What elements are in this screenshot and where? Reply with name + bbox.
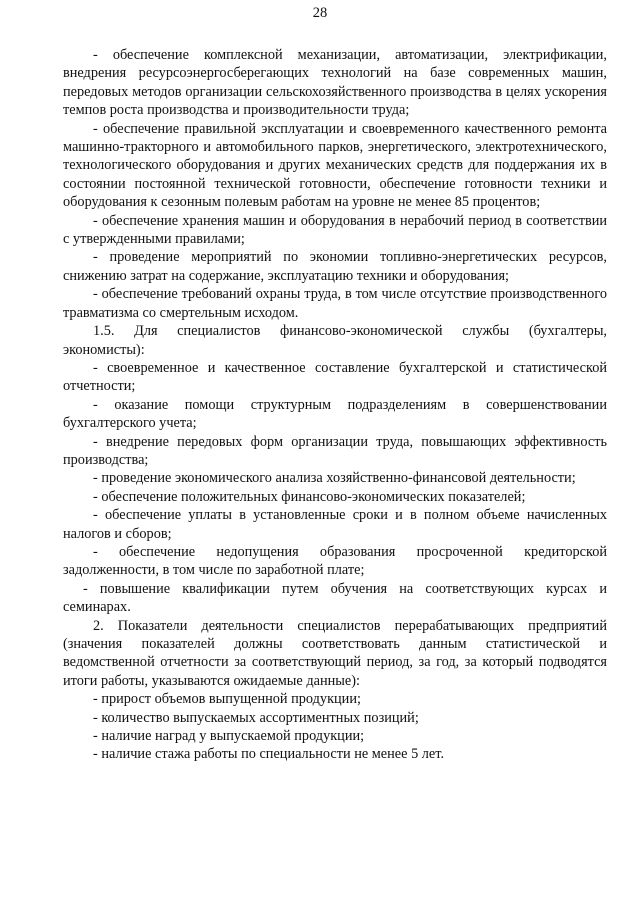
paragraph: - обеспечение недопущения образования просроченной кредиторской задолженности, в том числе по заработной плате; — [63, 543, 607, 579]
paragraph: - прирост объемов выпущенной продукции; — [93, 691, 361, 708]
paragraph: - обеспечение уплаты в установленные сроки и в полном объеме начисленных налогов и сборов; — [63, 507, 607, 542]
page-number: 28 — [312, 5, 328, 21]
section-heading: 2. Показатели деятельности специалистов перерабатывающих предприятий (значения показателей должны соответствовать данным статистической и ведомственной отчетности за соответствующий период, за год, за который подводятся итоги работы, указываются ожидаемые данные): — [63, 617, 607, 689]
paragraph: - наличие наград у выпускаемой продукции; — [93, 728, 365, 745]
paragraph: - обеспечение положительных финансово-экономических показателей; — [93, 488, 526, 505]
paragraph: - обеспечение требований охраны труда, в том числе отсутствие производственного травматизма со смертельным исходом. — [63, 286, 607, 321]
paragraph: - обеспечение комплексной механизации, автоматизации, электрификации, внедрения ресурсоэнергосберегающих технологий на базе современных машин, передовых методов организации сельскохозяйственного производства в целях ускорения темпов роста производства и производительности труда; — [63, 47, 607, 119]
paragraph: - количество выпускаемых ассортиментных позиций; — [93, 709, 419, 726]
paragraph: - проведение мероприятий по экономии топливно-энергетических ресурсов, снижению затрат на содержание, эксплуатацию техники и оборудования; — [63, 249, 607, 284]
section-heading: 1.5. Для специалистов финансово-экономической службы (бухгалтеры, экономисты): — [63, 323, 607, 358]
paragraph: - обеспечение хранения машин и оборудования в нерабочий период в соответствии с утвержденными правилами; — [63, 212, 607, 248]
paragraph: - наличие стажа работы по специальности не менее 5 лет. — [93, 746, 445, 763]
document-body — [63, 46, 607, 764]
paragraph: - внедрение передовых форм организации труда, повышающих эффективность производства; — [63, 433, 607, 468]
paragraph: - проведение экономического анализа хозяйственно-финансовой деятельности; — [93, 470, 576, 487]
paragraph: - оказание помощи структурным подразделениям в совершенствовании бухгалтерского учета; — [63, 396, 607, 432]
paragraph: - обеспечение правильной эксплуатации и своевременного качественного ремонта машинно-тракторного и автомобильного парков, энергетического, электротехнического, технологического оборудования и других механических средств для поддержания их в состоянии постоянной технической готовности, обеспечение готовности техники и оборудования к сезонным полевым работам на уровне не менее 85 процентов; — [63, 120, 607, 211]
paragraph: - своевременное и качественное составление бухгалтерской и статистической отчетности; — [63, 359, 607, 395]
paragraph: - повышение квалификации путем обучения на соответствующих курсах и семинарах. — [63, 580, 607, 616]
